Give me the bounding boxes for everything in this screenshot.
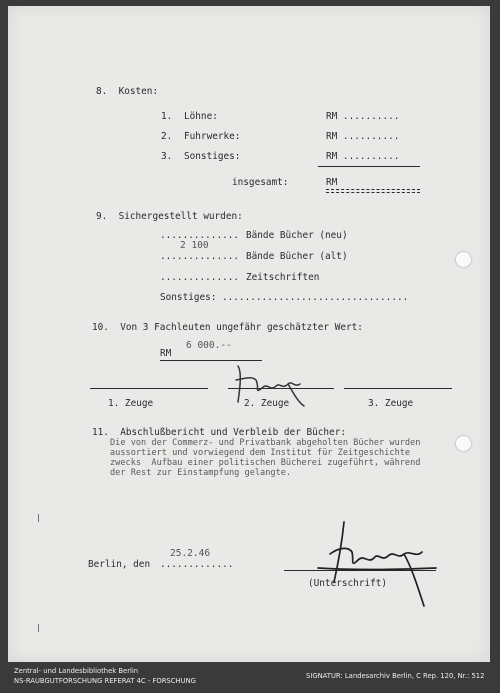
handwritten-date: 25.2.46 xyxy=(170,548,211,559)
report-line: Die von der Commerz- und Privatbank abgeholten Bücher wurden xyxy=(110,438,421,448)
estimated-value: 6 000.-- xyxy=(186,340,232,351)
signature xyxy=(308,518,438,608)
cost-item-number: 1. xyxy=(161,111,173,122)
witness-line xyxy=(90,388,208,389)
books-label: Bände Bücher (neu) xyxy=(246,230,348,241)
place-label: Berlin, den xyxy=(88,559,151,570)
cost-item-amount: RM .......... xyxy=(326,151,400,162)
punch-mark xyxy=(38,514,39,522)
witness-line xyxy=(344,388,452,389)
cost-item-label: Löhne: xyxy=(184,111,218,122)
cost-item-amount: RM .......... xyxy=(326,111,400,122)
footer-library: Zentral- und Landesbibliothek Berlin xyxy=(14,667,139,675)
witness-label: 1. Zeuge xyxy=(108,398,154,409)
double-underline xyxy=(326,189,420,193)
witness-label: 2. Zeuge xyxy=(244,398,290,409)
section-11-heading: 11. Abschlußbericht und Verbleib der Bücher: xyxy=(92,427,346,438)
total-amount: RM xyxy=(326,177,338,188)
punch-mark xyxy=(38,624,39,632)
books-dots: .............. xyxy=(160,230,240,241)
section-8-heading: 8. Kosten: xyxy=(96,86,159,97)
footer-signature-ref: SIGNATUR: Landesarchiv Berlin, C Rep. 120, Nr.: 512 xyxy=(306,672,485,680)
cost-item-label: Fuhrwerke: xyxy=(184,131,241,142)
handwritten-count: 2 100 xyxy=(180,240,209,251)
punch-hole xyxy=(456,252,471,267)
cost-item-number: 3. xyxy=(161,151,173,162)
report-line: der Rest zur Einstampfung gelangte. xyxy=(110,468,292,478)
cost-item-number: 2. xyxy=(161,131,173,142)
footer-project: NS-RAUBGUTFORSCHUNG REFERAT 4C - FORSCHUNG xyxy=(14,677,196,685)
cost-item-label: Sonstiges: xyxy=(184,151,241,162)
report-line: zwecks Aufbau einer politischen Bücherei zugeführt, während xyxy=(110,458,421,468)
total-label: insgesamt: xyxy=(232,177,289,188)
date-dots: ............. xyxy=(160,559,234,570)
books-dots: .............. xyxy=(160,251,240,262)
other-dots: ................................. xyxy=(222,292,409,303)
value-currency: RM xyxy=(160,348,172,359)
books-label: Zeitschriften xyxy=(246,272,320,283)
other-label: Sonstiges: xyxy=(160,292,217,303)
signature-label: (Unterschrift) xyxy=(308,578,388,589)
section-10-heading: 10. Von 3 Fachleuten ungefähr geschätzter Wert: xyxy=(92,322,363,333)
witness-label: 3. Zeuge xyxy=(368,398,414,409)
cost-item-amount: RM .......... xyxy=(326,131,400,142)
witness-signature xyxy=(226,358,316,408)
books-dots: .............. xyxy=(160,272,240,283)
document-page xyxy=(8,6,490,662)
sum-rule xyxy=(318,166,420,167)
section-9-heading: 9. Sichergestellt wurden: xyxy=(96,211,243,222)
punch-hole xyxy=(456,436,471,451)
books-label: Bände Bücher (alt) xyxy=(246,251,348,262)
report-line: aussortiert und vorwiegend dem Institut für Zeitgeschichte xyxy=(110,448,411,458)
